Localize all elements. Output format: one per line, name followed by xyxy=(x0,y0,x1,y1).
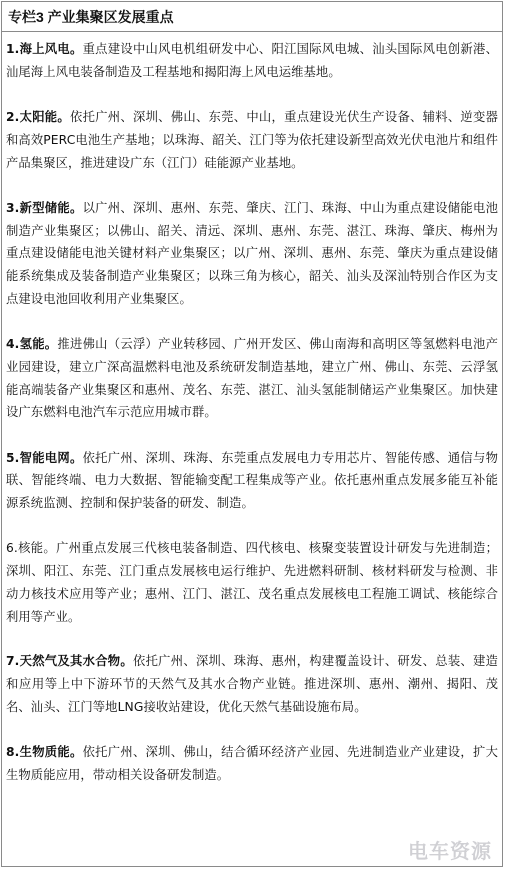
section-heading: 8.生物质能。 xyxy=(6,745,83,759)
section-nuclear xyxy=(6,537,498,628)
column-box xyxy=(1,1,503,867)
section-heading: 4.氢能。 xyxy=(6,337,58,352)
section-body: 推进佛山（云浮）产业转移园、广州开发区、佛山南海和高明区等氢燃料电池产业园建设，建立广深高温燃料电池及系统研发制造基地，建立广州、佛山、东莞、云浮氢能高端装备产业集聚区和惠州、茂名、东莞、湛江、汕头氢能制储运产业集聚区。加快建设广东燃料电池汽车示范应用城市群。 xyxy=(6,337,498,420)
section-heading: 1.海上风电。 xyxy=(6,42,83,56)
section-natural-gas xyxy=(6,650,498,718)
section-body: 以广州、深圳、惠州、东莞、肇庆、江门、珠海、中山为重点建设储能电池制造产业集聚区；以佛山、韶关、清远、深圳、惠州、东莞、湛江、珠海、肇庆、梅州为重点建设储能电池关键材料产业集聚区；以广州、深圳、惠州、东莞、肇庆为重点建设储能系统集成及装备制造产业集聚区；以珠三角为核心，韶关、汕头及深汕特别合作区为支点建设电池回收利用产业集聚区。 xyxy=(6,200,498,306)
section-heading: 5.智能电网。 xyxy=(6,450,83,465)
section-body: 依托广州、深圳、佛山，结合循环经济产业园、先进制造业产业建设，扩大生物质能应用，带动相关设备研发制造。 xyxy=(6,745,498,782)
section-body: 依托广州、深圳、佛山、东莞、中山，重点建设光伏生产设备、辅料、逆变器和高效PERC电池生产基地；以珠海、韶关、江门等为依托建设新型高效光伏电池片和组件产品集聚区，推进建设广东（江门）硅能源产业基地。 xyxy=(6,110,498,170)
section-body: 广州重点发展三代核电装备制造、四代核电、核聚变装置设计研发与先进制造；深圳、阳江、东莞、江门重点发展核电运行维护、先进燃料研制、核材料研发与检测、非动力核技术应用等产业；惠州、江门、湛江、茂名重点发展核电工程施工调试、核能综合利用等产业。 xyxy=(6,541,498,624)
section-offshore-wind xyxy=(6,38,498,83)
section-heading: 2.太阳能。 xyxy=(6,110,70,125)
section-body: 重点建设中山风电机组研发中心、阳江国际风电城、汕头国际风电创新港、汕尾海上风电装备制造及工程基地和揭阳海上风电运维基地。 xyxy=(6,42,498,79)
section-heading: 3.新型储能。 xyxy=(6,200,83,215)
section-body: 依托广州、深圳、珠海、惠州，构建覆盖设计、研发、总装、建造和应用等上中下游环节的天然气及其水合物产业链。推进深圳、惠州、潮州、揭阳、茂名、汕头、江门等地LNG接收站建设，优化天然气基础设施布局。 xyxy=(6,654,499,714)
watermark-logo: 电车资源 xyxy=(408,839,492,863)
section-hydrogen xyxy=(6,333,498,424)
section-biomass xyxy=(6,741,498,786)
column-title: 专栏3 产业集聚区发展重点 xyxy=(8,9,174,25)
section-solar xyxy=(6,106,498,174)
section-energy-storage xyxy=(6,197,498,311)
section-body: 依托广州、深圳、珠海、东莞重点发展电力专用芯片、智能传感、通信与物联、智能终端、电力大数据、智能输变配工程集成等产业。依托惠州重点发展多能互补能源系统监测、控制和保护装备的研发、制造。 xyxy=(6,450,498,510)
title-row xyxy=(2,2,502,32)
section-heading: 7.天然气及其水合物。 xyxy=(6,654,133,669)
section-smart-grid xyxy=(6,447,498,515)
section-heading: 6.核能。 xyxy=(6,541,57,556)
column-content xyxy=(2,32,502,786)
